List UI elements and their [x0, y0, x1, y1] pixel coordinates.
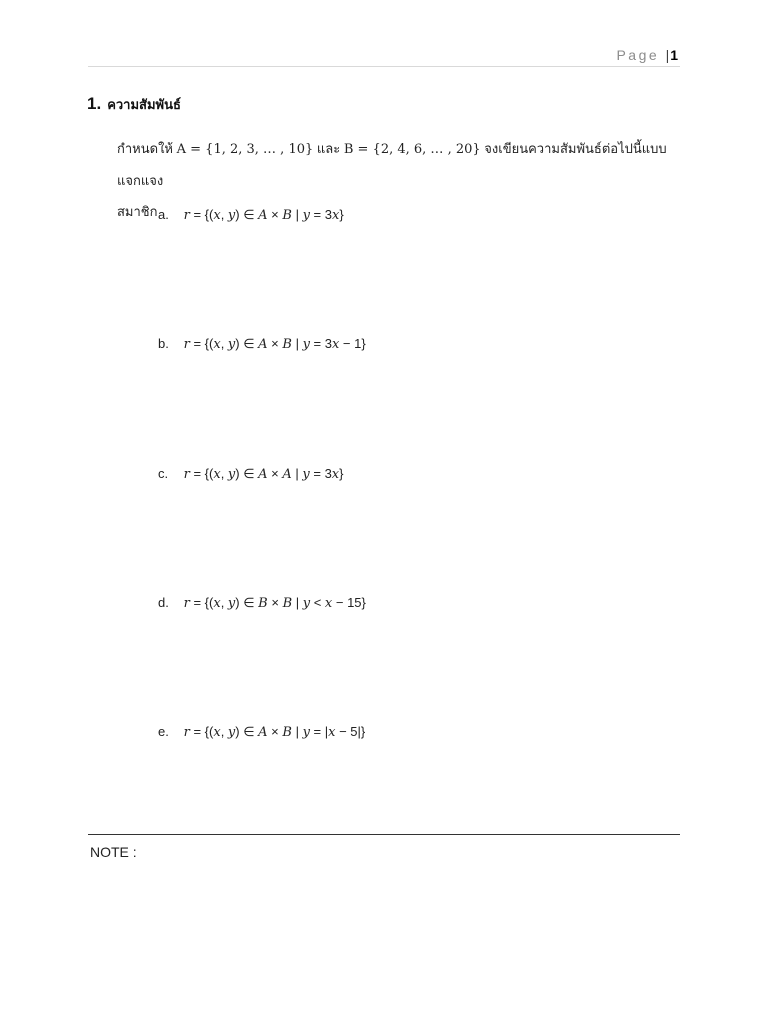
relation-expression: r = {(x, y) ∈ B × B | y < x − 15} [183, 595, 366, 611]
relation-expression: r = {(x, y) ∈ A × B | y = 3x} [183, 207, 344, 223]
item-label: c. [158, 466, 169, 481]
section-title: ความสัมพันธ์ [107, 97, 181, 112]
set-b-definition: B = {2, 4, 6, … , 20} [343, 142, 481, 157]
relation-expression: r = {(x, y) ∈ A × A | y = 3x} [183, 466, 344, 482]
relation-item-d [158, 595, 366, 611]
relation-item-e [158, 724, 365, 740]
intro-and: และ [316, 141, 341, 156]
item-label: d. [158, 595, 169, 610]
page-separator: | [665, 47, 671, 63]
page-header [88, 44, 680, 67]
page-number: 1 [670, 47, 678, 63]
page-word: Page [616, 47, 660, 63]
section-number: 1. [87, 94, 102, 113]
item-label: a. [158, 207, 169, 222]
intro-given: กำหนดให้ [117, 141, 173, 156]
relation-item-a [158, 207, 344, 223]
relation-item-b [158, 336, 366, 352]
note-label: NOTE : [90, 844, 137, 860]
relation-item-c [158, 466, 343, 482]
page-number-label [616, 47, 678, 63]
section-heading [87, 94, 181, 115]
set-a-definition: A = {1, 2, 3, … , 10} [176, 142, 314, 157]
note-divider [88, 834, 680, 835]
relation-expression: r = {(x, y) ∈ A × B | y = 3x − 1} [183, 336, 366, 352]
item-label: e. [158, 724, 169, 739]
item-label: b. [158, 336, 169, 351]
intro-instruction-cont: สมาชิก [117, 204, 158, 219]
intro-instruction: จงเขียนความสัมพันธ์ต่อไปนี้แบบแจกแจง [117, 141, 667, 188]
relation-expression: r = {(x, y) ∈ A × B | y = |x − 5|} [183, 724, 366, 740]
